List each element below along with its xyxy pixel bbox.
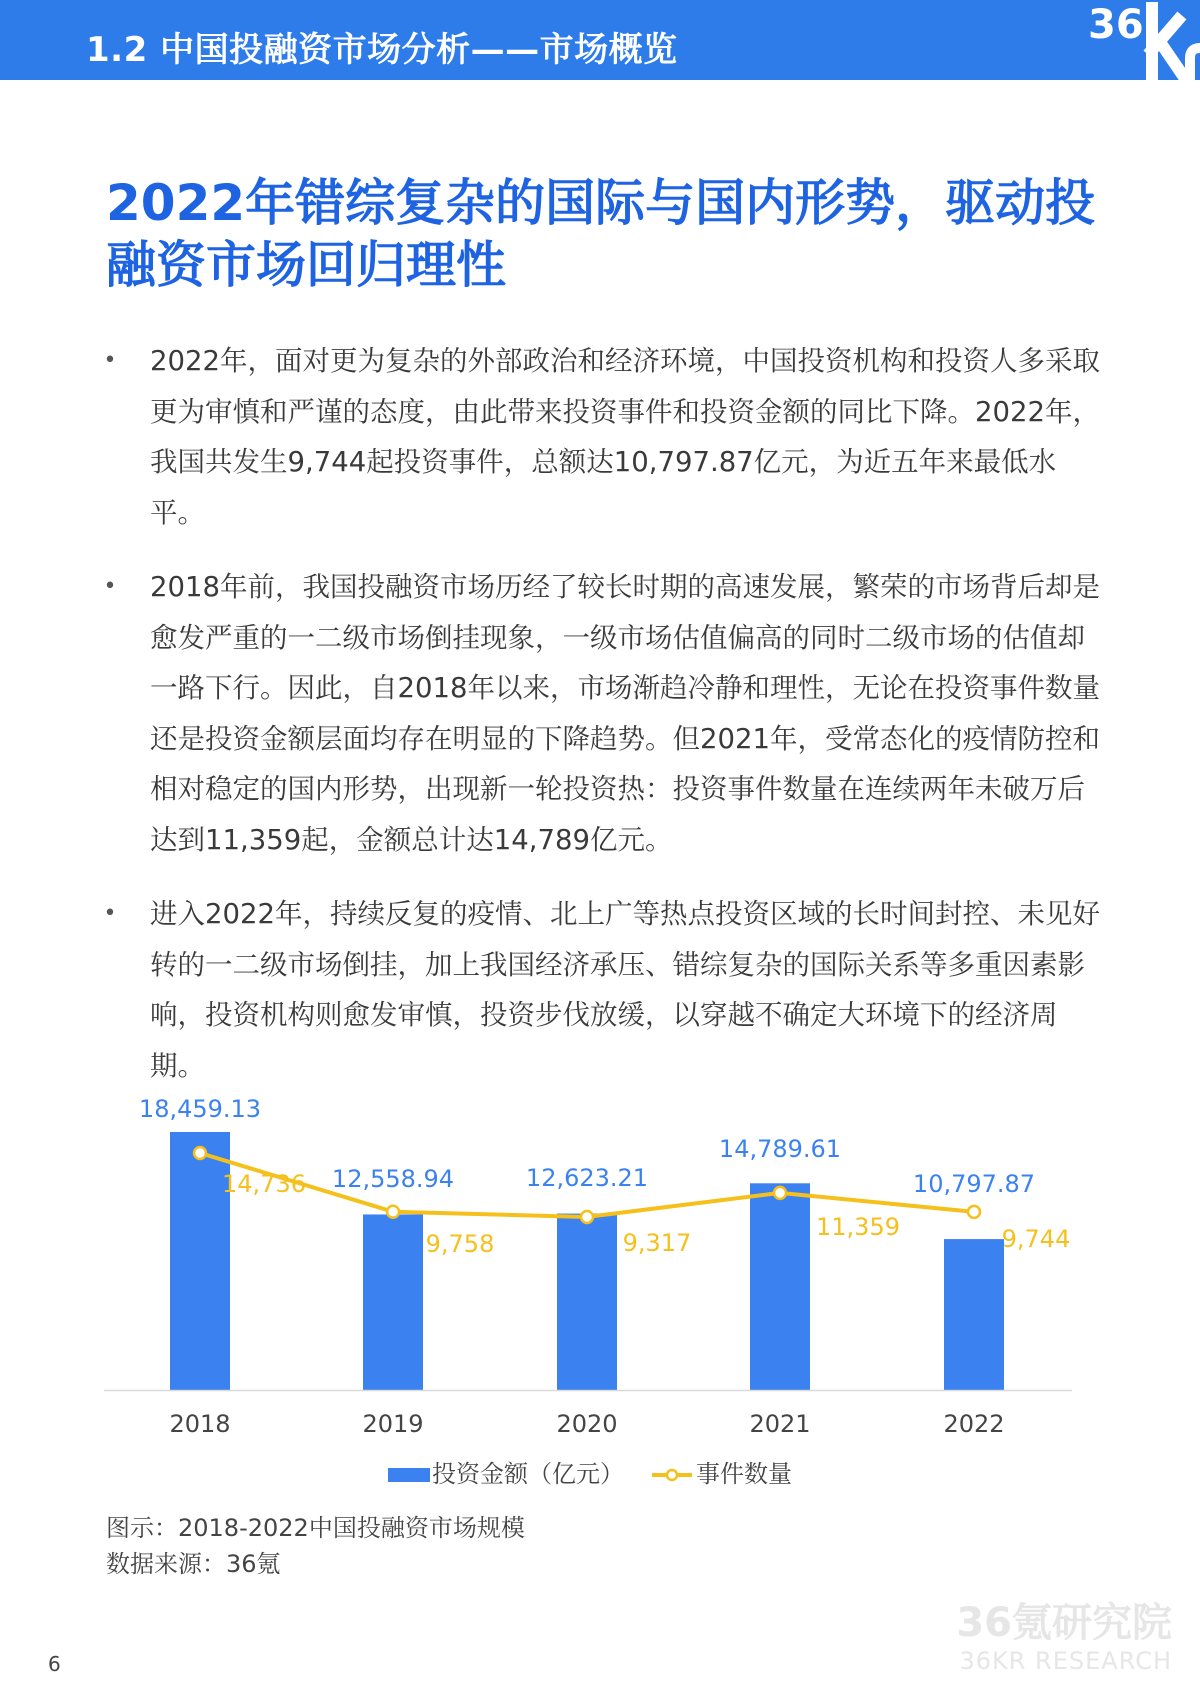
- chart-svg: [0, 1080, 1200, 1500]
- logo-36-text: 36: [1088, 2, 1144, 48]
- bullet-dot: •: [103, 348, 117, 373]
- bar-value-label-2022: 10,797.87: [912, 1170, 1036, 1198]
- legend-bar-label: 投资金额（亿元）: [432, 1460, 624, 1488]
- line-value-label-2022: 9,744: [1001, 1225, 1071, 1253]
- logo-r-mark: [1190, 48, 1200, 80]
- x-tick-label-2018: 2018: [169, 1410, 231, 1438]
- logo-k-mark: [1152, 8, 1186, 80]
- line-point-2018: [194, 1147, 206, 1159]
- bullet-text: 2018年前，我国投融资市场历经了较长时期的高速发展，繁荣的市场背后却是愈发严重的一二级市场倒挂现象，一级市场估值偏高的同时二级市场的估值却一路下行。因此，自2018年以来，市场渐趋冷静和理性，无论在投资事件数量还是投资金额层面均存在明显的下降趋势。但2021年，受常态化的疫情防控和相对稳定的国内形势，出现新一轮投资热：投资事件数量在连续两年未破万后达到11,359起，金额总计达14,789亿元。: [150, 571, 1100, 856]
- bar-value-label-2019: 12,558.94: [331, 1165, 455, 1193]
- section-title: 1.2 中国投融资市场分析——市场概览: [86, 30, 678, 70]
- investment-chart: [0, 1080, 1200, 1500]
- bar-2018: [170, 1132, 230, 1390]
- x-tick-label-2021: 2021: [749, 1410, 811, 1438]
- watermark-cn: 36氪研究院: [956, 1600, 1172, 1646]
- line-value-label-2020: 9,317: [622, 1229, 692, 1257]
- bar-2020: [557, 1214, 617, 1390]
- bullet-dot: •: [103, 901, 117, 926]
- x-tick-label-2020: 2020: [556, 1410, 618, 1438]
- legend-bar-swatch: [388, 1468, 430, 1482]
- figure-caption: [106, 1510, 525, 1582]
- bar-value-label-2020: 12,623.21: [525, 1164, 649, 1192]
- bullet-list: [100, 336, 1100, 1115]
- bar-value-label-2018: 18,459.13: [138, 1095, 262, 1123]
- caption-title: 图示：2018-2022中国投融资市场规模: [106, 1514, 525, 1542]
- line-value-label-2021: 11,359: [816, 1213, 900, 1241]
- caption-source: 数据来源：36氪: [106, 1550, 281, 1578]
- bullet-dot: •: [103, 574, 117, 599]
- line-point-2021: [774, 1187, 786, 1199]
- 36kr-logo: [1040, 0, 1200, 80]
- watermark: [912, 1600, 1172, 1676]
- line-point-2019: [387, 1206, 399, 1218]
- bullet-text: 进入2022年，持续反复的疫情、北上广等热点投资区域的长时间封控、未见好转的一二级市场倒挂，加上我国经济承压、错综复杂的国际关系等多重因素影响，投资机构则愈发审慎，投资步伐放缓，以穿越不确定大环境下的经济周期。: [150, 898, 1100, 1082]
- bullet-item: [100, 336, 1100, 538]
- header-bar: [0, 0, 1200, 80]
- legend-line-label: 事件数量: [696, 1460, 792, 1488]
- bullet-text: 2022年，面对更为复杂的外部政治和经济环境，中国投资机构和投资人多采取更为审慎和严谨的态度，由此带来投资事件和投资金额的同比下降。2022年，我国共发生9,744起投资事件，总额达10,797.87亿元，为近五年来最低水平。: [150, 345, 1100, 529]
- bullet-item: [100, 889, 1100, 1091]
- bullet-item: [100, 562, 1100, 865]
- watermark-en: 36KR RESEARCH: [959, 1647, 1172, 1675]
- bar-2021: [750, 1183, 810, 1390]
- bar-value-label-2021: 14,789.61: [718, 1135, 842, 1163]
- x-tick-label-2019: 2019: [362, 1410, 424, 1438]
- page-heading: 2022年错综复杂的国际与国内形势，驱动投融资市场回归理性: [106, 174, 1096, 294]
- line-point-2022: [968, 1206, 980, 1218]
- x-tick-label-2022: 2022: [943, 1410, 1005, 1438]
- line-value-label-2019: 9,758: [425, 1230, 495, 1258]
- legend-line-marker: [667, 1470, 677, 1480]
- bar-2019: [363, 1214, 423, 1390]
- bar-2022: [944, 1239, 1004, 1390]
- line-value-label-2018: 14,736: [222, 1170, 306, 1198]
- page-number: 6: [48, 1652, 61, 1676]
- line-point-2020: [581, 1211, 593, 1223]
